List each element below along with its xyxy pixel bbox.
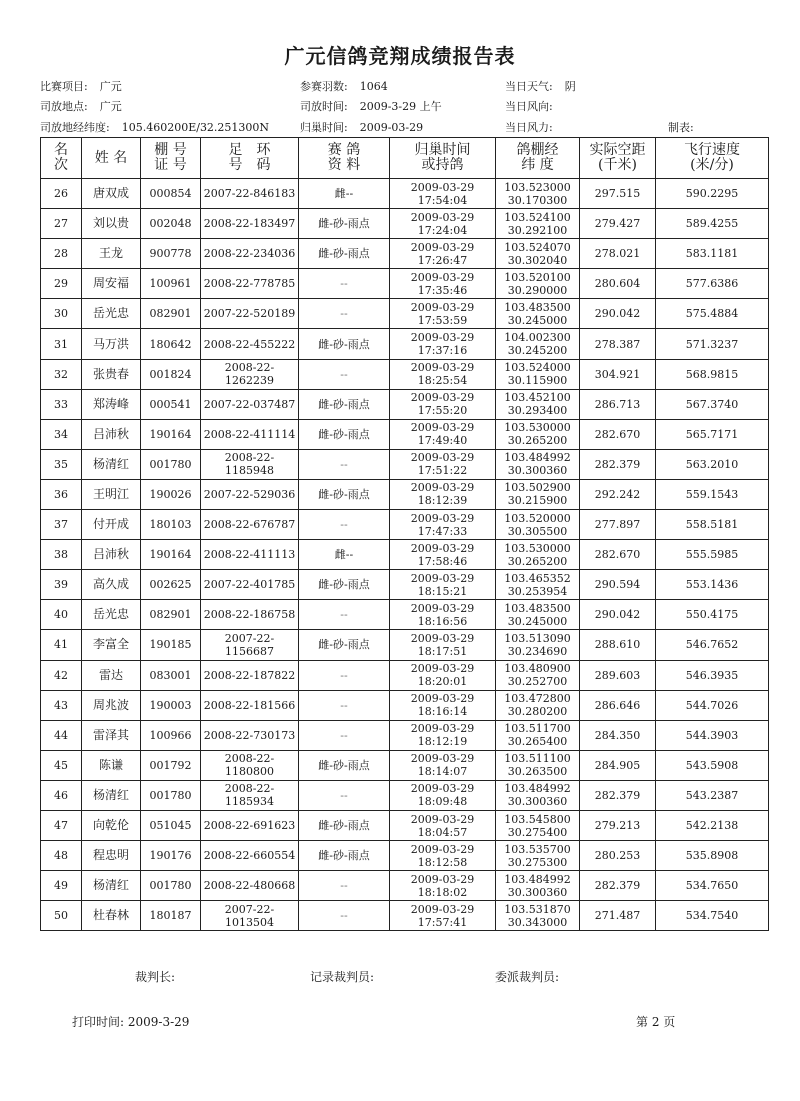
info-return-time-label: 归巢时间: (300, 121, 348, 134)
cell-loft: 001780 (141, 449, 201, 479)
cell-loft: 180103 (141, 510, 201, 540)
cell-speed: 553.1436 (656, 570, 769, 600)
cell-loft: 180187 (141, 901, 201, 931)
table-row (41, 841, 769, 871)
cell-ring: 2008-22-183497 (201, 209, 299, 239)
cell-rank: 35 (41, 449, 82, 479)
cell-loft: 051045 (141, 810, 201, 840)
cell-coords: 103.452100 30.293400 (496, 389, 580, 419)
cell-loft: 190185 (141, 630, 201, 660)
cell-speed: 568.9815 (656, 359, 769, 389)
cell-return-time: 2009-03-29 17:35:46 (390, 269, 496, 299)
cell-coords: 103.520000 30.305500 (496, 510, 580, 540)
cell-return-time: 2009-03-29 18:14:07 (390, 750, 496, 780)
table-row (41, 299, 769, 329)
table-row (41, 359, 769, 389)
cell-return-time: 2009-03-29 18:25:54 (390, 359, 496, 389)
cell-distance: 278.021 (580, 239, 656, 269)
cell-ring: 2008-22-660554 (201, 841, 299, 871)
cell-distance: 271.487 (580, 901, 656, 931)
cell-loft: 001824 (141, 359, 201, 389)
cell-info: 雌-砂-雨点 (299, 209, 390, 239)
cell-name: 吕沛秋 (82, 419, 141, 449)
cell-rank: 45 (41, 750, 82, 780)
cell-distance: 277.897 (580, 510, 656, 540)
info-release-time-label: 司放时间: (300, 100, 348, 113)
cell-return-time: 2009-03-29 17:51:22 (390, 449, 496, 479)
cell-info: 雌-砂-雨点 (299, 329, 390, 359)
cell-name: 向乾伦 (82, 810, 141, 840)
cell-speed: 550.4175 (656, 600, 769, 630)
cell-ring: 2007-22-846183 (201, 179, 299, 209)
cell-coords: 103.524000 30.115900 (496, 359, 580, 389)
cell-loft: 180642 (141, 329, 201, 359)
cell-return-time: 2009-03-29 18:16:14 (390, 690, 496, 720)
info-return-time-value: 2009-03-29 (359, 121, 424, 134)
cell-loft: 190003 (141, 690, 201, 720)
cell-distance: 279.213 (580, 810, 656, 840)
cell-coords: 103.483500 30.245000 (496, 299, 580, 329)
header-ring: 足 环 号 码 (201, 138, 299, 179)
cell-info: 雌-砂-雨点 (299, 389, 390, 419)
cell-loft: 190176 (141, 841, 201, 871)
cell-rank: 33 (41, 389, 82, 419)
table-header-row (41, 138, 769, 179)
cell-coords: 103.484992 30.300360 (496, 449, 580, 479)
table-row (41, 810, 769, 840)
cell-info: -- (299, 299, 390, 329)
cell-name: 程忠明 (82, 841, 141, 871)
cell-name: 雷泽其 (82, 720, 141, 750)
cell-distance: 279.427 (580, 209, 656, 239)
info-release-place (40, 98, 122, 114)
cell-return-time: 2009-03-29 17:26:47 (390, 239, 496, 269)
cell-distance: 284.905 (580, 750, 656, 780)
info-release-place-value: 广元 (99, 100, 122, 113)
cell-rank: 37 (41, 510, 82, 540)
cell-return-time: 2009-03-29 18:12:39 (390, 479, 496, 509)
cell-ring: 2008-22-187822 (201, 660, 299, 690)
info-project (40, 78, 122, 94)
cell-ring: 2008-22-1185934 (201, 780, 299, 810)
footer-print-time: 打印时间: 2009-3-29 (72, 1015, 190, 1029)
cell-speed: 571.3237 (656, 329, 769, 359)
cell-name: 岳光忠 (82, 299, 141, 329)
cell-rank: 42 (41, 660, 82, 690)
cell-rank: 47 (41, 810, 82, 840)
cell-speed: 559.1543 (656, 479, 769, 509)
cell-name: 李富全 (82, 630, 141, 660)
footer-assigned: 委派裁判员: (495, 970, 560, 984)
cell-loft: 190164 (141, 419, 201, 449)
cell-return-time: 2009-03-29 18:16:56 (390, 600, 496, 630)
cell-return-time: 2009-03-29 17:37:16 (390, 329, 496, 359)
cell-name: 杨清红 (82, 449, 141, 479)
cell-speed: 534.7650 (656, 871, 769, 901)
cell-speed: 544.3903 (656, 720, 769, 750)
cell-coords: 103.465352 30.253954 (496, 570, 580, 600)
table-row (41, 871, 769, 901)
cell-name: 周兆波 (82, 690, 141, 720)
cell-return-time: 2009-03-29 18:12:19 (390, 720, 496, 750)
cell-coords: 103.484992 30.300360 (496, 871, 580, 901)
cell-speed: 542.2138 (656, 810, 769, 840)
info-count-value: 1064 (359, 80, 388, 93)
cell-name: 杨清红 (82, 871, 141, 901)
cell-coords: 103.531870 30.343000 (496, 901, 580, 931)
info-maker (668, 119, 694, 135)
info-coords-value: 105.460200E/32.251300N (121, 121, 270, 134)
cell-ring: 2008-22-186758 (201, 600, 299, 630)
header-loft: 棚 号 证 号 (141, 138, 201, 179)
cell-coords: 103.530000 30.265200 (496, 540, 580, 570)
cell-ring: 2008-22-1262239 (201, 359, 299, 389)
table-row (41, 780, 769, 810)
cell-return-time: 2009-03-29 18:12:58 (390, 841, 496, 871)
info-weather (505, 78, 576, 94)
table-row (41, 479, 769, 509)
cell-ring: 2008-22-181566 (201, 690, 299, 720)
info-count-label: 参赛羽数: (300, 80, 348, 93)
cell-name: 唐双成 (82, 179, 141, 209)
cell-rank: 50 (41, 901, 82, 931)
table-row (41, 419, 769, 449)
cell-speed: 546.3935 (656, 660, 769, 690)
table-row (41, 239, 769, 269)
cell-rank: 27 (41, 209, 82, 239)
cell-info: -- (299, 449, 390, 479)
cell-coords: 103.483500 30.245000 (496, 600, 580, 630)
info-coords-label: 司放地经纬度: (40, 121, 110, 134)
cell-speed: 543.2387 (656, 780, 769, 810)
cell-coords: 103.530000 30.265200 (496, 419, 580, 449)
cell-speed: 567.3740 (656, 389, 769, 419)
cell-return-time: 2009-03-29 18:20:01 (390, 660, 496, 690)
cell-coords: 103.535700 30.275300 (496, 841, 580, 871)
table-row (41, 690, 769, 720)
info-weather-value: 阴 (564, 80, 576, 93)
info-release-place-label: 司放地点: (40, 100, 88, 113)
cell-ring: 2008-22-676787 (201, 510, 299, 540)
cell-speed: 543.5908 (656, 750, 769, 780)
cell-info: -- (299, 780, 390, 810)
info-wind-direction-label: 当日风向: (505, 100, 553, 113)
cell-info: 雌-砂-雨点 (299, 810, 390, 840)
cell-name: 马万洪 (82, 329, 141, 359)
cell-speed: 558.5181 (656, 510, 769, 540)
cell-info: -- (299, 510, 390, 540)
info-project-label: 比赛项目: (40, 80, 88, 93)
cell-rank: 26 (41, 179, 82, 209)
cell-info: 雌-- (299, 179, 390, 209)
table-row (41, 660, 769, 690)
footer-judge: 裁判长: (135, 970, 176, 984)
cell-distance: 278.387 (580, 329, 656, 359)
cell-rank: 28 (41, 239, 82, 269)
cell-loft: 000541 (141, 389, 201, 419)
cell-rank: 40 (41, 600, 82, 630)
cell-rank: 41 (41, 630, 82, 660)
cell-name: 周安福 (82, 269, 141, 299)
cell-info: -- (299, 871, 390, 901)
cell-coords: 103.484992 30.300360 (496, 780, 580, 810)
cell-distance: 290.042 (580, 600, 656, 630)
table-row (41, 600, 769, 630)
cell-coords: 103.502900 30.215900 (496, 479, 580, 509)
cell-distance: 280.253 (580, 841, 656, 871)
info-wind-force (505, 119, 553, 135)
cell-name: 付开成 (82, 510, 141, 540)
info-weather-label: 当日天气: (505, 80, 553, 93)
cell-ring: 2008-22-480668 (201, 871, 299, 901)
table-row (41, 449, 769, 479)
cell-info: -- (299, 269, 390, 299)
cell-distance: 282.379 (580, 780, 656, 810)
cell-return-time: 2009-03-29 17:49:40 (390, 419, 496, 449)
table-row (41, 901, 769, 931)
cell-distance: 288.610 (580, 630, 656, 660)
table-row (41, 540, 769, 570)
cell-distance: 282.670 (580, 419, 656, 449)
cell-loft: 002625 (141, 570, 201, 600)
cell-coords: 103.480900 30.252700 (496, 660, 580, 690)
info-project-value: 广元 (99, 80, 122, 93)
cell-distance: 290.594 (580, 570, 656, 600)
cell-loft: 100961 (141, 269, 201, 299)
cell-ring: 2007-22-1013504 (201, 901, 299, 931)
cell-speed: 535.8908 (656, 841, 769, 871)
cell-distance: 282.379 (580, 449, 656, 479)
cell-name: 杜春林 (82, 901, 141, 931)
cell-info: -- (299, 720, 390, 750)
cell-name: 岳光忠 (82, 600, 141, 630)
cell-ring: 2007-22-401785 (201, 570, 299, 600)
cell-info: 雌-砂-雨点 (299, 841, 390, 871)
cell-return-time: 2009-03-29 17:58:46 (390, 540, 496, 570)
cell-loft: 100966 (141, 720, 201, 750)
cell-info: 雌-砂-雨点 (299, 419, 390, 449)
cell-ring: 2007-22-1156687 (201, 630, 299, 660)
cell-speed: 583.1181 (656, 239, 769, 269)
cell-info: 雌-- (299, 540, 390, 570)
cell-return-time: 2009-03-29 18:17:51 (390, 630, 496, 660)
cell-speed: 563.2010 (656, 449, 769, 479)
cell-loft: 083001 (141, 660, 201, 690)
cell-rank: 48 (41, 841, 82, 871)
cell-ring: 2007-22-520189 (201, 299, 299, 329)
cell-info: -- (299, 600, 390, 630)
cell-distance: 290.042 (580, 299, 656, 329)
cell-distance: 286.713 (580, 389, 656, 419)
cell-rank: 30 (41, 299, 82, 329)
cell-speed: 546.7652 (656, 630, 769, 660)
cell-ring: 2008-22-411114 (201, 419, 299, 449)
cell-loft: 000854 (141, 179, 201, 209)
cell-coords: 103.545800 30.275400 (496, 810, 580, 840)
cell-return-time: 2009-03-29 18:15:21 (390, 570, 496, 600)
cell-loft: 190026 (141, 479, 201, 509)
cell-return-time: 2009-03-29 17:57:41 (390, 901, 496, 931)
cell-name: 高久成 (82, 570, 141, 600)
table-row (41, 720, 769, 750)
cell-speed: 544.7026 (656, 690, 769, 720)
table-row (41, 570, 769, 600)
cell-return-time: 2009-03-29 18:18:02 (390, 871, 496, 901)
cell-info: -- (299, 660, 390, 690)
table-row (41, 329, 769, 359)
footer-page: 第 2 页 (636, 1015, 676, 1029)
cell-rank: 39 (41, 570, 82, 600)
cell-rank: 38 (41, 540, 82, 570)
footer-recorder: 记录裁判员: (310, 970, 375, 984)
table-row (41, 750, 769, 780)
cell-loft: 082901 (141, 299, 201, 329)
cell-coords: 103.472800 30.280200 (496, 690, 580, 720)
cell-rank: 36 (41, 479, 82, 509)
header-time: 归巢时间 或持鸽 (390, 138, 496, 179)
table-row (41, 510, 769, 540)
header-distance: 实际空距 (千米) (580, 138, 656, 179)
header-rank: 名 次 (41, 138, 82, 179)
info-wind-direction (505, 98, 553, 114)
cell-loft: 002048 (141, 209, 201, 239)
cell-distance: 282.379 (580, 871, 656, 901)
cell-rank: 32 (41, 359, 82, 389)
cell-info: 雌-砂-雨点 (299, 630, 390, 660)
table-row (41, 269, 769, 299)
cell-distance: 304.921 (580, 359, 656, 389)
cell-loft: 900778 (141, 239, 201, 269)
cell-return-time: 2009-03-29 17:54:04 (390, 179, 496, 209)
cell-info: -- (299, 359, 390, 389)
cell-coords: 103.511100 30.263500 (496, 750, 580, 780)
table-row (41, 209, 769, 239)
info-return-time (300, 119, 423, 135)
cell-rank: 49 (41, 871, 82, 901)
results-table (40, 137, 769, 931)
cell-info: 雌-砂-雨点 (299, 750, 390, 780)
cell-ring: 2007-22-529036 (201, 479, 299, 509)
cell-name: 郑涛峰 (82, 389, 141, 419)
cell-return-time: 2009-03-29 18:04:57 (390, 810, 496, 840)
info-release-time-value: 2009-3-29 上午 (359, 100, 442, 113)
cell-distance: 297.515 (580, 179, 656, 209)
header-name: 姓 名 (82, 138, 141, 179)
cell-distance: 280.604 (580, 269, 656, 299)
cell-speed: 575.4884 (656, 299, 769, 329)
cell-name: 杨清红 (82, 780, 141, 810)
info-count (300, 78, 388, 94)
cell-coords: 103.511700 30.265400 (496, 720, 580, 750)
cell-speed: 565.7171 (656, 419, 769, 449)
cell-ring: 2008-22-691623 (201, 810, 299, 840)
cell-speed: 577.6386 (656, 269, 769, 299)
cell-return-time: 2009-03-29 17:24:04 (390, 209, 496, 239)
cell-coords: 103.524100 30.292100 (496, 209, 580, 239)
cell-ring: 2008-22-455222 (201, 329, 299, 359)
cell-coords: 104.002300 30.245200 (496, 329, 580, 359)
cell-info: -- (299, 901, 390, 931)
cell-distance: 292.242 (580, 479, 656, 509)
cell-name: 刘以贵 (82, 209, 141, 239)
table-row (41, 630, 769, 660)
cell-rank: 34 (41, 419, 82, 449)
cell-return-time: 2009-03-29 17:55:20 (390, 389, 496, 419)
cell-ring: 2008-22-411113 (201, 540, 299, 570)
cell-ring: 2007-22-037487 (201, 389, 299, 419)
cell-speed: 555.5985 (656, 540, 769, 570)
cell-distance: 284.350 (580, 720, 656, 750)
cell-info: 雌-砂-雨点 (299, 570, 390, 600)
cell-ring: 2008-22-730173 (201, 720, 299, 750)
info-release-time (300, 98, 442, 114)
cell-info: 雌-砂-雨点 (299, 479, 390, 509)
cell-name: 王龙 (82, 239, 141, 269)
cell-rank: 43 (41, 690, 82, 720)
info-maker-label: 制表: (668, 121, 694, 134)
cell-info: 雌-砂-雨点 (299, 239, 390, 269)
cell-name: 张贵春 (82, 359, 141, 389)
cell-rank: 29 (41, 269, 82, 299)
cell-ring: 2008-22-234036 (201, 239, 299, 269)
cell-distance: 289.603 (580, 660, 656, 690)
cell-ring: 2008-22-778785 (201, 269, 299, 299)
header-info: 赛 鸽 资 料 (299, 138, 390, 179)
header-coords: 鸽棚经 纬 度 (496, 138, 580, 179)
cell-speed: 534.7540 (656, 901, 769, 931)
cell-coords: 103.523000 30.170300 (496, 179, 580, 209)
cell-distance: 286.646 (580, 690, 656, 720)
cell-rank: 44 (41, 720, 82, 750)
cell-name: 雷达 (82, 660, 141, 690)
cell-loft: 190164 (141, 540, 201, 570)
info-coords (40, 119, 269, 135)
cell-loft: 001780 (141, 780, 201, 810)
cell-speed: 590.2295 (656, 179, 769, 209)
cell-loft: 082901 (141, 600, 201, 630)
cell-name: 王明江 (82, 479, 141, 509)
cell-rank: 31 (41, 329, 82, 359)
cell-coords: 103.513090 30.234690 (496, 630, 580, 660)
cell-ring: 2008-22-1185948 (201, 449, 299, 479)
info-wind-force-label: 当日风力: (505, 121, 553, 134)
cell-return-time: 2009-03-29 18:09:48 (390, 780, 496, 810)
cell-ring: 2008-22-1180800 (201, 750, 299, 780)
report-title: 广元信鸽竞翔成绩报告表 (284, 44, 516, 68)
table-row (41, 389, 769, 419)
cell-info: -- (299, 690, 390, 720)
header-speed: 飞行速度 (米/分) (656, 138, 769, 179)
cell-return-time: 2009-03-29 17:53:59 (390, 299, 496, 329)
cell-name: 陈谦 (82, 750, 141, 780)
cell-name: 吕沛秋 (82, 540, 141, 570)
cell-distance: 282.670 (580, 540, 656, 570)
cell-loft: 001780 (141, 871, 201, 901)
cell-rank: 46 (41, 780, 82, 810)
cell-coords: 103.524070 30.302040 (496, 239, 580, 269)
table-row (41, 179, 769, 209)
cell-loft: 001792 (141, 750, 201, 780)
cell-return-time: 2009-03-29 17:47:33 (390, 510, 496, 540)
cell-speed: 589.4255 (656, 209, 769, 239)
cell-coords: 103.520100 30.290000 (496, 269, 580, 299)
